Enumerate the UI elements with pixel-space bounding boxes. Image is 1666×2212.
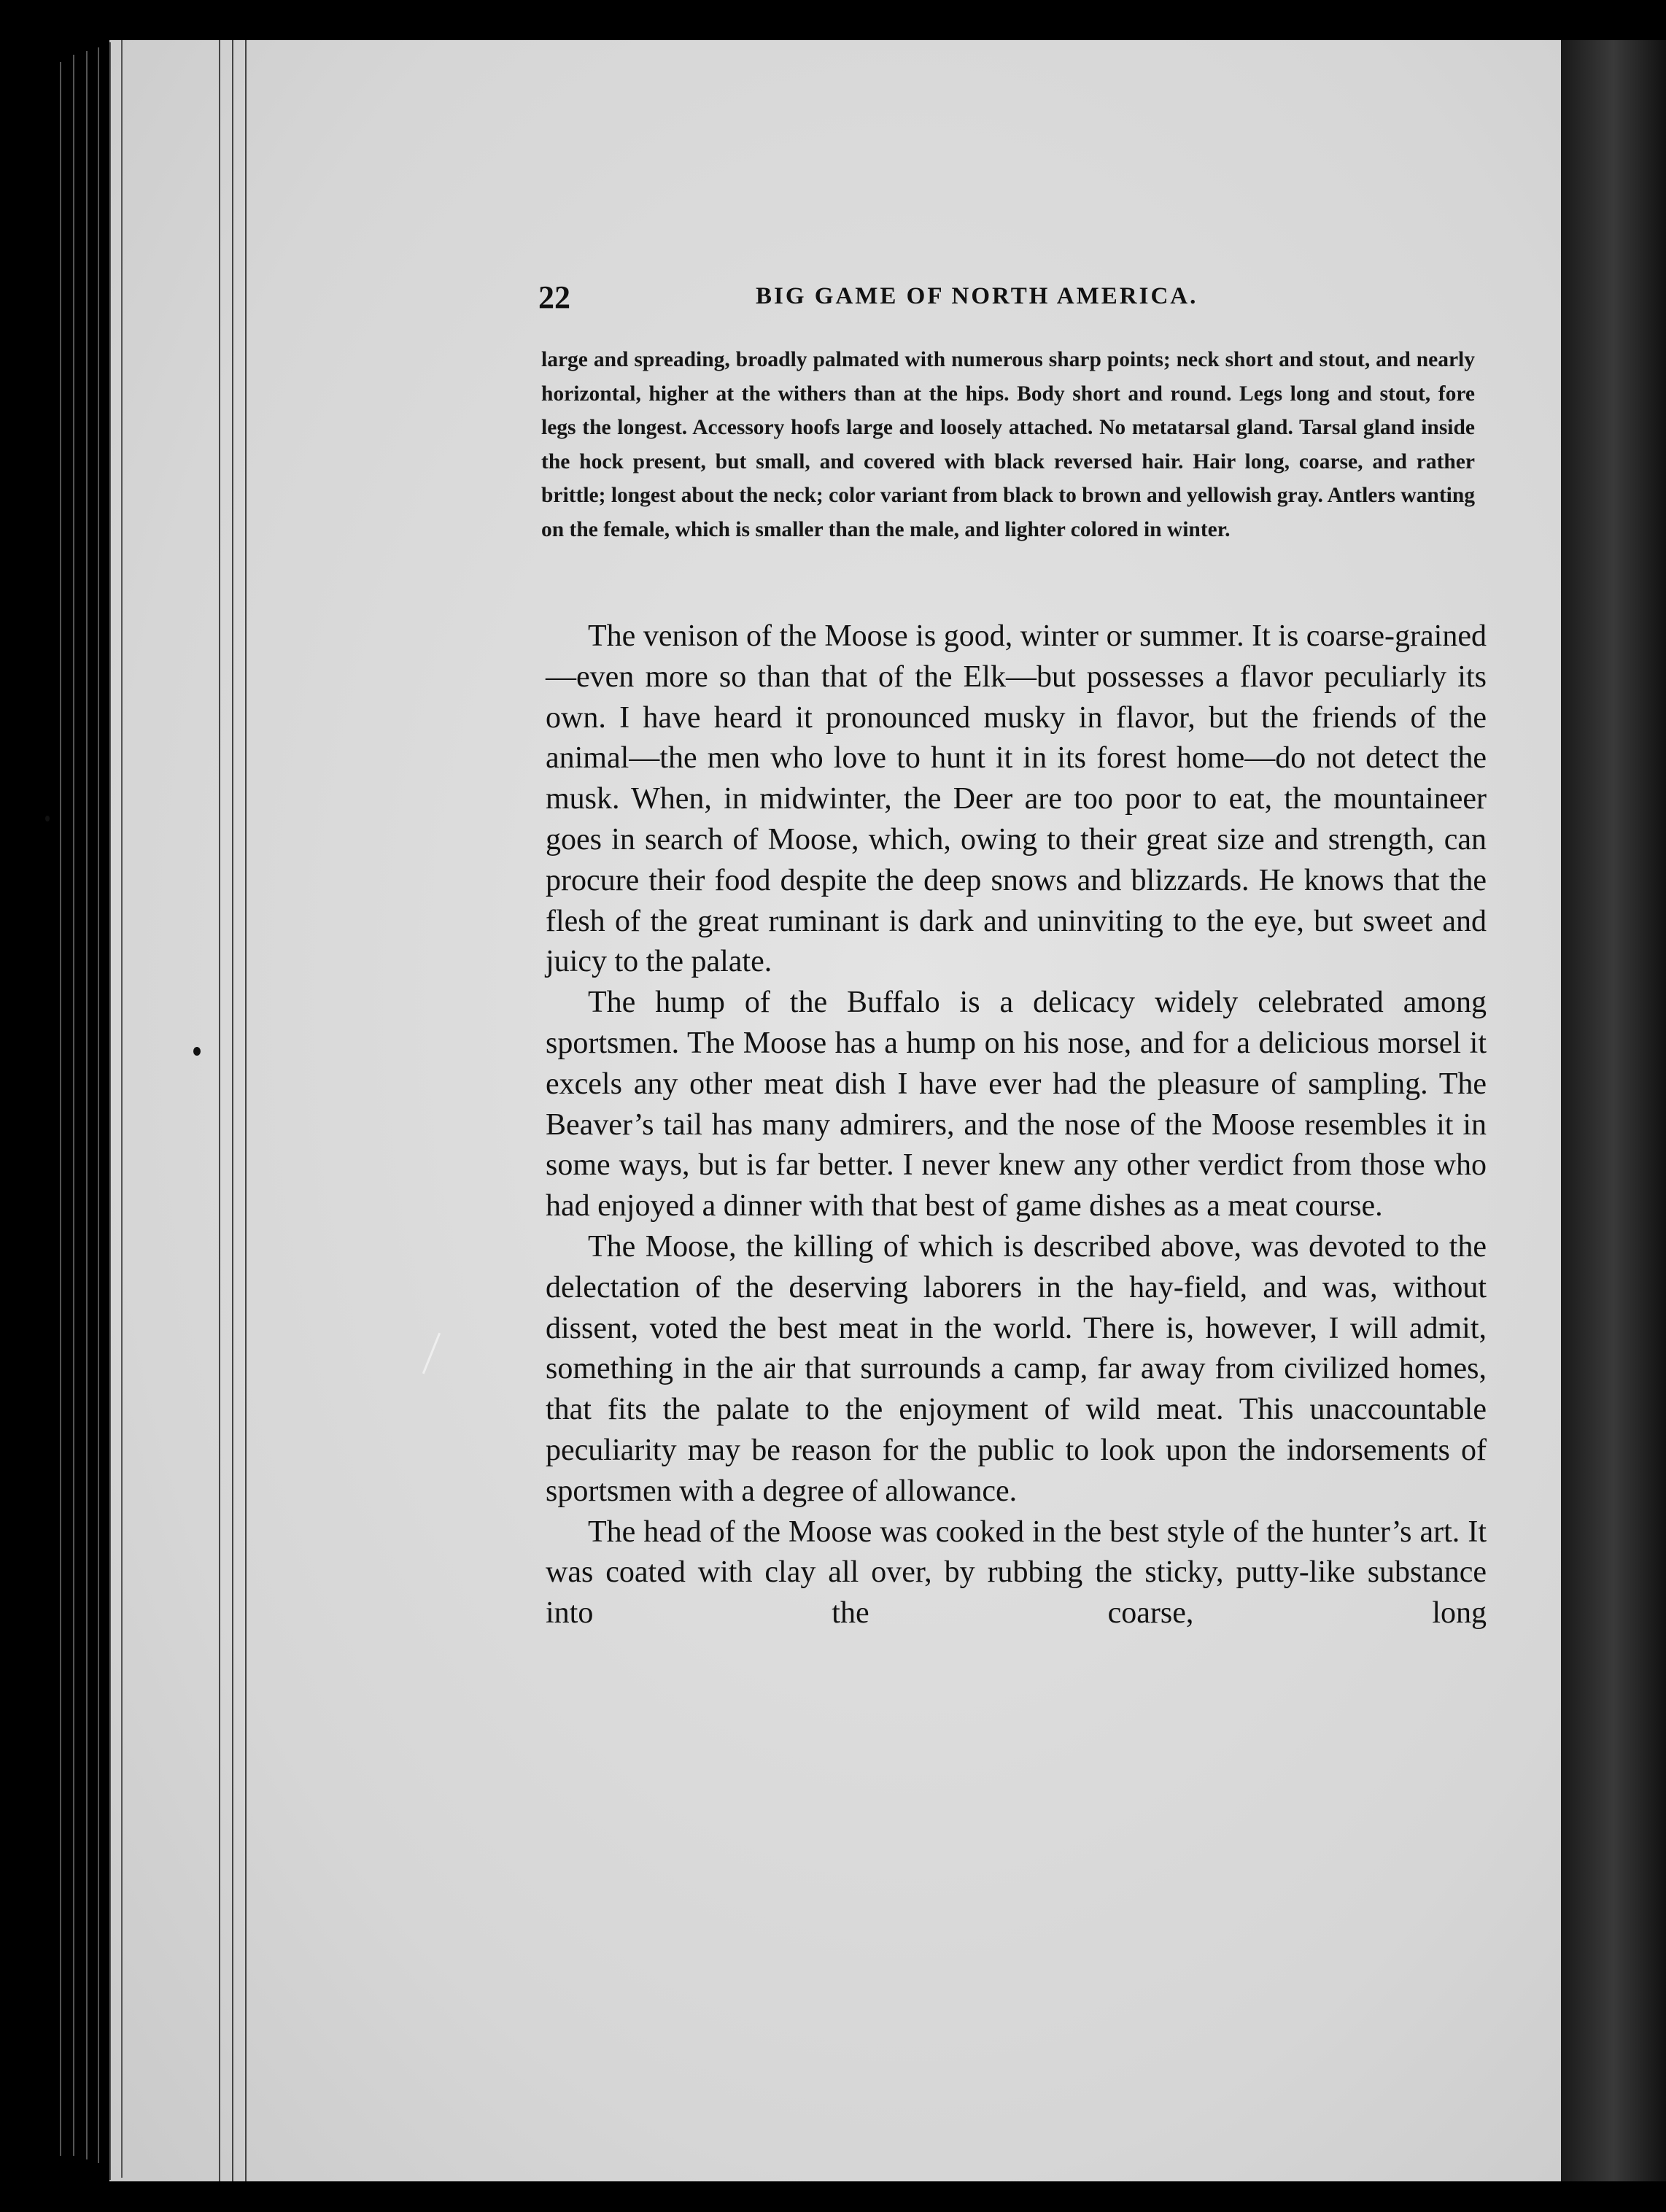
page-edge — [60, 62, 61, 2156]
specks — [193, 1047, 201, 1056]
body-text — [546, 616, 1487, 1634]
page-edge — [232, 40, 233, 2181]
running-head — [538, 279, 1487, 315]
paragraph: The venison of the Moose is good, winter or summer. It is coarse-grained—even more so than that of the Elk—but possesses a flavor peculiarly its own. I have heard it pronounced musky in flavor, but the friends of the animal—the men who love to hunt it in its forest home—do not detect the musk. When, in midwinter, the Deer are too poor to eat, the mountaineer goes in search of Moose, which, owing to their great size and strength, can procure their food despite the deep snows and blizzards. He knows that the flesh of the great ruminant is dark and uninviting to the eye, but sweet and juicy to the palate. — [546, 619, 1487, 979]
page-number: 22 — [538, 279, 570, 315]
page-edge — [98, 47, 99, 2163]
paragraph: The hump of the Buffalo is a delicacy widely celebrated among sportsmen. The Moose has a hump on his nose, and for a delicious morsel it excels any other meat dish I have ever had the pleasure of sampling. The Beaver’s tail has many admirers, and the nose of the Moose resembles it in some ways, but is far better. I never knew any other verdict from those who had enjoyed a dinner with that best of game dishes as a meat course. — [546, 986, 1487, 1223]
paragraph: The Moose, the killing of which is described above, was devoted to the delectation of the deserving laborers in the hay-field, and was, without dissent, voted the best meat in the world. There is, however, I will admit, something in the air that surrounds a camp, far away from civilized homes, that fits the palate to the enjoyment of wild meat. This unaccountable peculiarity may be reason for the public to look upon the indorsements of sportsmen with a degree of allowance. — [546, 1229, 1487, 1508]
page-edge — [245, 40, 247, 2181]
page-edge — [121, 40, 123, 2178]
page-edge — [73, 55, 74, 2156]
paragraph: The head of the Moose was cooked in the best style of the hunter’s art. It was coated with clay all over, by rubbing the sticky, putty-like substance into the coarse, long — [546, 1515, 1487, 1631]
page-edge — [86, 51, 88, 2159]
book-spine — [1561, 40, 1666, 2181]
page-edge — [109, 42, 111, 2180]
running-title: BIG GAME OF NORTH AMERICA. — [756, 283, 1198, 309]
species-description: large and spreading, broadly palmated with numerous sharp points; neck short and stout, and nearly horizontal, higher at the withers than at the hips. Body short and round. Legs long and stout, fore legs the longest. Accessory hoofs large and loosely attached. No metatarsal gland. Tarsal gland inside the hock present, but small, and covered with black reversed hair. Hair long, coarse, and rather brittle; longest about the neck; color variant from black to brown and yellowish gray. Antlers wanting on the female, which is smaller than the male, and lighter colored in winter. — [541, 348, 1475, 541]
specks — [45, 816, 50, 821]
page-edge — [219, 40, 220, 2181]
